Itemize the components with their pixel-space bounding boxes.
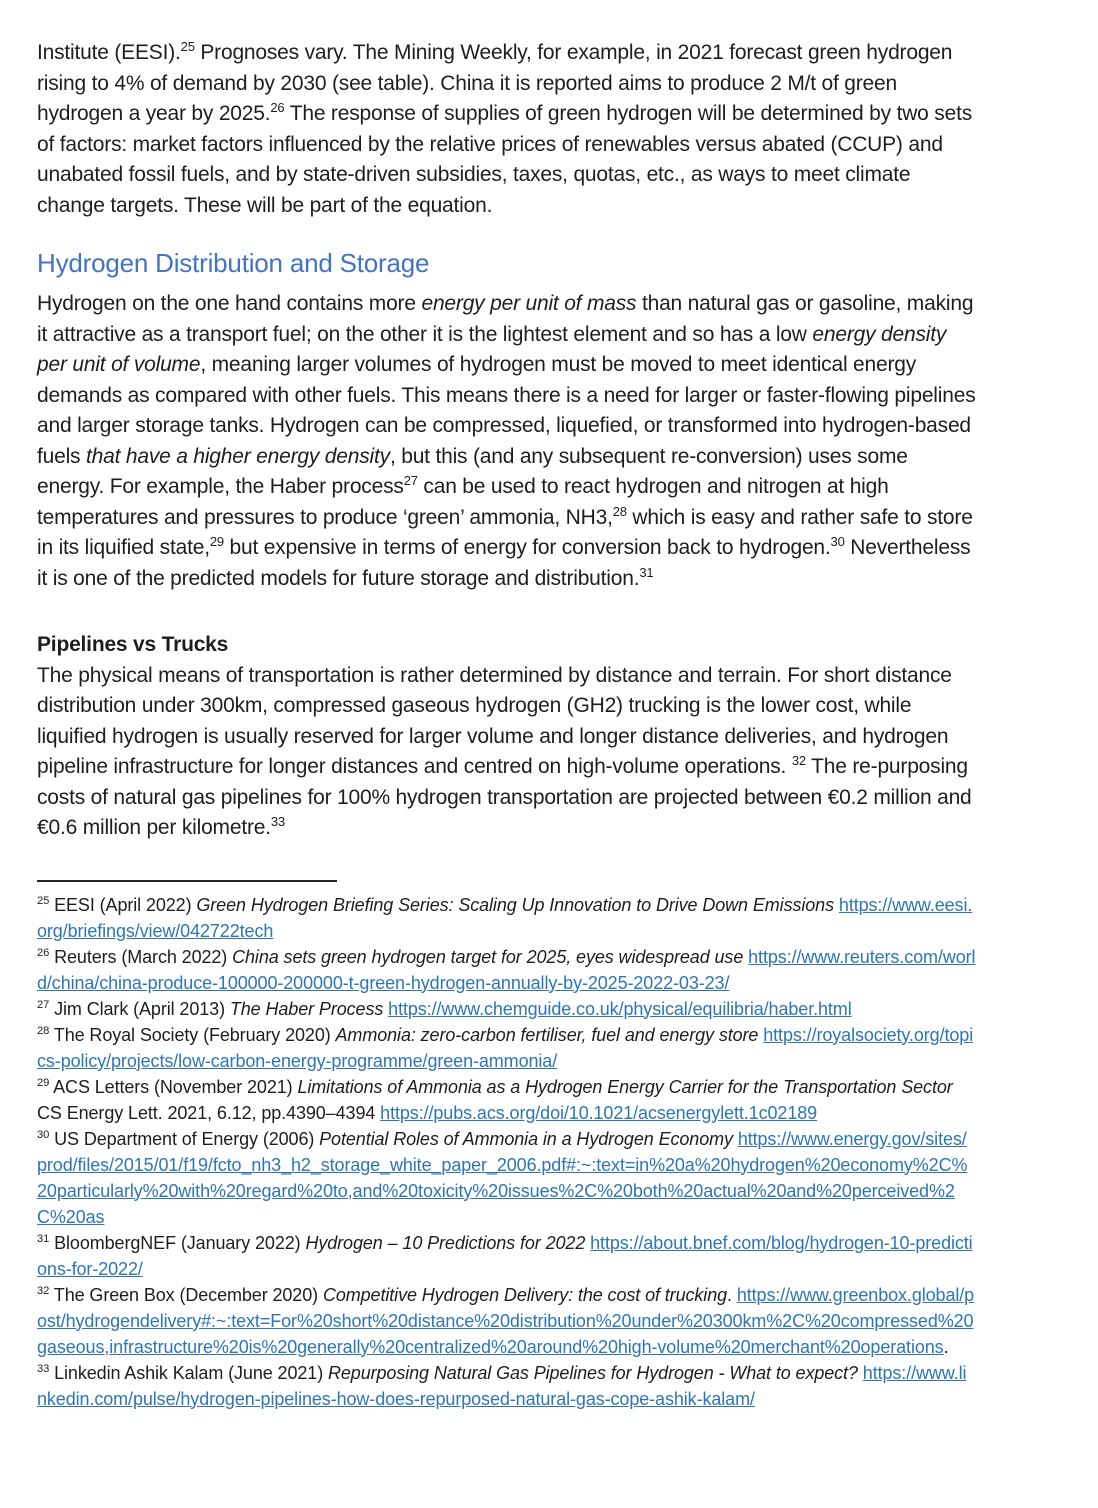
footnote-number: 33 [37,1362,50,1375]
text-run: . [943,1336,949,1357]
text-run: Hydrogen on the one hand contains more [37,292,422,315]
text-run: than natural gas or gasoline, making it attractive as a transport fuel; on the other it is the lightest element and so has a low [37,292,974,346]
paragraph-pipelines-vs-trucks [37,661,976,844]
footnote-number: 31 [37,1232,50,1245]
text-run: Jim Clark (April 2013) [54,998,230,1019]
hyperlink[interactable]: https://www.energy.gov/sites/prod/files/2015/01/f19/fcto_nh3_h2_storage_white_paper_2006.pdf#:~:text=in%20a%20hydrogen%20economy%2C%20particularly%20with%20regard%20to,and%20toxicity%20issues%2C%20both%20actual%20and%20perceived%2C%20as [37,1128,968,1227]
italic-text-run: Ammonia: zero-carbon fertiliser, fuel and energy store [335,1024,759,1045]
hyperlink[interactable]: https://www.eesi.org/briefings/view/042722tech [37,894,973,941]
italic-text-run: Repurposing Natural Gas Pipelines for Hydrogen - What to expect? [328,1362,858,1383]
paragraph-intro [37,38,976,221]
footnotes-section [37,892,976,1412]
section-heading-hydrogen-distribution: Hydrogen Distribution and Storage [37,248,430,278]
italic-text-run: Hydrogen – 10 Predictions for 2022 [305,1232,586,1253]
text-run: BloombergNEF (January 2022) [54,1232,306,1253]
italic-text-run: energy per unit of mass [421,292,637,315]
text-run: The Royal Society (February 2020) [53,1024,336,1045]
text-run: EESI (April 2022) [54,894,197,915]
subheading-pipelines-vs-trucks: Pipelines vs Trucks [37,633,229,656]
text-run: . [727,1284,737,1305]
text-run: , meaning larger volumes of hydrogen must be moved to meet identical energy demands as compared with other fuels. This means there is a need for larger or faster-flowing pipelines and larger storage tanks. Hydrogen can be compressed, liquefied, or transformed into hydrogen-based fuels [37,353,976,468]
text-run: Nevertheless it is one of the predicted models for future storage and distribution. [37,536,971,590]
footnote-ref: 27 [403,473,418,488]
italic-text-run: Green Hydrogen Briefing Series: Scaling Up Innovation to Drive Down Emissions [196,894,834,915]
footnote-number: 27 [37,998,50,1011]
footnote-32 [37,1282,976,1360]
hyperlink[interactable]: https://www.linkedin.com/pulse/hydrogen-pipelines-how-does-repurposed-natural-gas-cope-ashik-kalam/ [37,1362,967,1409]
text-run: The Green Box (December 2020) [53,1284,323,1305]
footnote-27 [37,996,976,1022]
footnote-ref: 28 [612,503,627,519]
text-run: Linkedin Ashik Kalam (June 2021) [54,1362,328,1383]
hyperlink[interactable]: https://www.reuters.com/world/china/china-produce-100000-200000-t-green-hydrogen-annually-by-2025-2022-03-23/ [37,946,976,993]
text-run: can be used to react hydrogen and nitrogen at high temperatures and pressures to produce ‘green’ ammonia, NH3, [37,475,889,529]
paragraph-distribution-storage [37,289,976,594]
text-run: which is easy and rather safe to store in its liquified state, [37,505,973,559]
text-run: , but this (and any subsequent re-conversion) uses some energy. For example, the Haber process [37,444,908,498]
footnote-29 [37,1074,976,1126]
text-run: The re-purposing costs of natural gas pipelines for 100% hydrogen transportation are projected between €0.2 million and €0.6 million per kilometre. [37,755,972,839]
italic-text-run: Potential Roles of Ammonia in a Hydrogen Economy [319,1128,733,1149]
footnote-28 [37,1022,976,1074]
footnote-number: 26 [37,946,50,959]
footnote-30 [37,1126,976,1230]
hyperlink[interactable]: https://royalsociety.org/topics-policy/projects/low-carbon-energy-programme/green-ammonia/ [37,1024,974,1071]
text-run: ACS Letters (November 2021) [53,1076,298,1097]
footnote-25 [37,892,976,944]
italic-text-run: energy density per unit of volume [37,322,947,376]
footnote-ref: 31 [639,564,654,580]
footnote-ref: 30 [830,534,845,549]
text-run: Prognoses vary. The Mining Weekly, for example, in 2021 forecast green hydrogen rising to 4% of demand by 2030 (see table). China it is reported aims to produce 2 M/t of green hydrogen a year by 2025. [37,41,953,125]
text-run: The response of supplies of green hydrogen will be determined by two sets of factors: market factors influenced by the relative prices of renewables versus abated (CCUP) and unabated fossil fuels, and by state-driven subsidies, taxes, quotas, etc., as ways to meet climate change targets. These will be part of the equation. [37,102,973,217]
footnote-33 [37,1360,976,1412]
footnote-31 [37,1230,976,1282]
text-run: CS Energy Lett. 2021, 6.12, pp.4390–4394 [37,1102,381,1123]
italic-text-run: that have a higher energy density [86,444,390,468]
footnote-ref: 25 [180,39,195,54]
hyperlink[interactable]: https://www.chemguide.co.uk/physical/equilibria/haber.html [388,998,852,1019]
italic-text-run: China sets green hydrogen target for 2025, eyes widespread use [232,946,744,967]
text-run: Institute (EESI). [37,41,181,64]
hyperlink[interactable]: https://about.bnef.com/blog/hydrogen-10-predictions-for-2022/ [37,1232,973,1279]
footnote-ref: 26 [270,100,285,115]
text-run: US Department of Energy (2006) [54,1128,320,1149]
hyperlink[interactable]: https://pubs.acs.org/doi/10.1021/acsenergylett.1c02189 [380,1102,818,1123]
footnote-ref: 33 [270,814,285,829]
footnote-number: 32 [37,1284,50,1297]
footnote-separator [37,880,337,882]
italic-text-run: Limitations of Ammonia as a Hydrogen Energy Carrier for the Transportation Sector [297,1076,953,1097]
footnote-number: 30 [37,1128,50,1141]
footnote-number: 29 [37,1076,50,1089]
footnote-number: 25 [37,894,50,907]
italic-text-run: Competitive Hydrogen Delivery: the cost of trucking [322,1284,728,1305]
hyperlink[interactable]: https://www.greenbox.global/post/hydrogendelivery#:~:text=For%20short%20distance%20distribution%20under%20300km%2C%20compressed%20gaseous,infrastructure%20is%20generally%20centralized%20around%20high-volume%20merchant%20operations [37,1284,975,1357]
footnote-ref: 29 [209,534,224,549]
italic-text-run: The Haber Process [229,998,384,1019]
footnote-number: 28 [37,1024,50,1037]
text-run: Reuters (March 2022) [54,946,233,967]
text-run: but expensive in terms of energy for conversion back to hydrogen. [223,536,831,559]
footnote-ref: 32 [791,753,806,768]
text-run: The physical means of transportation is rather determined by distance and terrain. For short distance distribution under 300km, compressed gaseous hydrogen (GH2) trucking is the lower cost, while liquified hydrogen is usually reserved for larger volume and longer distance deliveries, and hydrogen pipeline infrastructure for longer distances and centred on high-volume operations. [37,663,952,778]
footnote-26 [37,944,976,996]
